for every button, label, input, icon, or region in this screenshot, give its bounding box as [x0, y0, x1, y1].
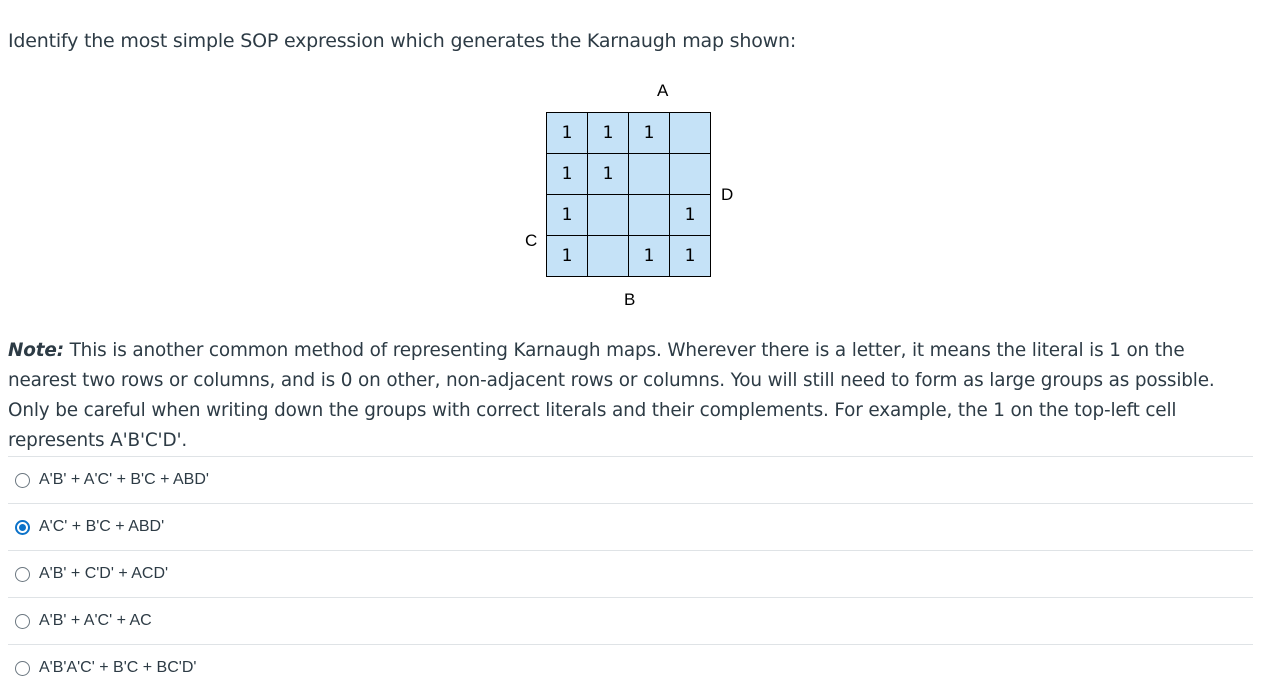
- radio-button[interactable]: [15, 567, 30, 582]
- kmap-cell: 1: [670, 195, 711, 236]
- answer-option[interactable]: [8, 644, 1253, 691]
- kmap-cell: 1: [629, 236, 670, 277]
- kmap-cell: [588, 236, 629, 277]
- answer-option-label: A'C' + B'C + ABD': [39, 518, 165, 535]
- kmap-cell: 1: [547, 113, 588, 154]
- note-label: Note:: [8, 340, 64, 361]
- kmap-label-b: B: [624, 290, 636, 309]
- answer-option-label: A'B'A'C' + B'C + BC'D': [39, 659, 197, 676]
- kmap-label-c: C: [525, 231, 538, 250]
- kmap-cell: 1: [588, 154, 629, 195]
- radio-button-selected[interactable]: [15, 520, 30, 535]
- note-paragraph: [8, 336, 1254, 456]
- note-text: This is another common method of representing Karnaugh maps. Wherever there is a letter, it means the literal is 1 on the nearest two rows or columns, and is 0 on other, non-adjacent rows or columns. You will still need to form as large groups as possible. Only be careful when writing down the groups with correct literals and their complements. For example, the 1 on the top-left cell represents A'B'C'D'.: [8, 340, 1215, 451]
- kmap-grid: [546, 112, 711, 277]
- kmap-cell: 1: [547, 195, 588, 236]
- answer-option-label: A'B' + A'C' + B'C + ABD': [39, 471, 209, 488]
- kmap-cell: 1: [547, 236, 588, 277]
- answer-options: [8, 456, 1253, 691]
- kmap-label-d: D: [721, 185, 734, 204]
- question-text: Identify the most simple SOP expression which generates the Karnaugh map shown:: [8, 30, 797, 52]
- kmap-cell: 1: [670, 236, 711, 277]
- radio-button[interactable]: [15, 661, 30, 676]
- kmap-cell: 1: [629, 113, 670, 154]
- kmap-label-a: A: [657, 81, 669, 100]
- answer-option-label: A'B' + A'C' + AC: [39, 612, 152, 629]
- answer-option[interactable]: [8, 503, 1253, 550]
- kmap-cell: [670, 154, 711, 195]
- radio-button[interactable]: [15, 614, 30, 629]
- kmap-cell: 1: [547, 154, 588, 195]
- answer-option[interactable]: [8, 456, 1253, 503]
- kmap-cell: [670, 113, 711, 154]
- kmap-cell: [588, 195, 629, 236]
- answer-option[interactable]: [8, 597, 1253, 644]
- answer-option-label: A'B' + C'D' + ACD': [39, 565, 169, 582]
- radio-button[interactable]: [15, 473, 30, 488]
- answer-option[interactable]: [8, 550, 1253, 597]
- kmap-cell: 1: [588, 113, 629, 154]
- kmap-cell: [629, 154, 670, 195]
- kmap-cell: [629, 195, 670, 236]
- karnaugh-map: [0, 0, 1262, 320]
